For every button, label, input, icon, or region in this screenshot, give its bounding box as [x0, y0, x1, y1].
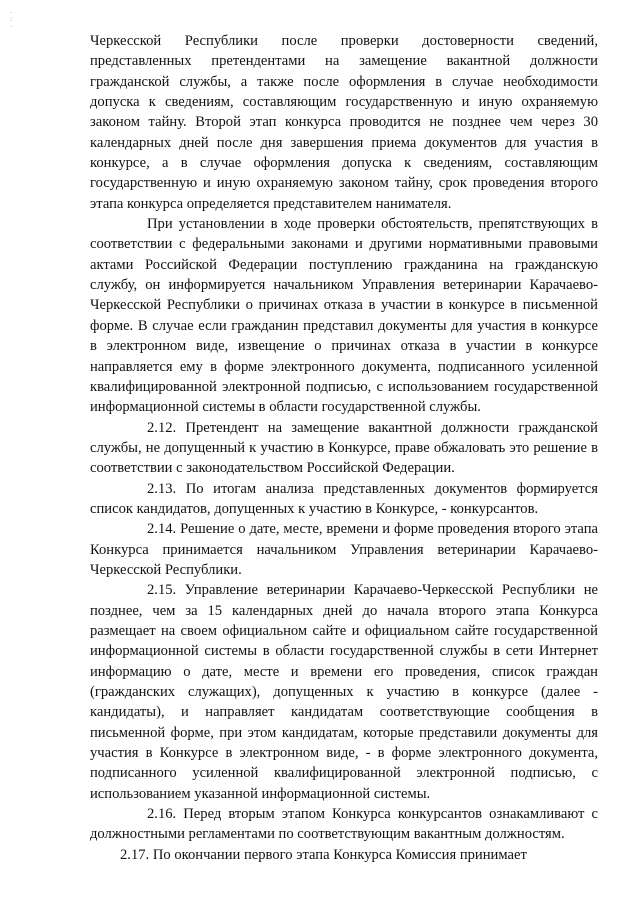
- document-text: [90, 31, 598, 865]
- paragraph-2-12: 2.12. Претендент на замещение вакантной должности гражданской службы, не допущенный к участию в Конкурсе, праве обжаловать это решение в соответствии с законодательством Российской Федерации.: [90, 419, 598, 477]
- paragraph-2-13: 2.13. По итогам анализа представленных документов формируется список кандидатов, допущенных к участию в Конкурсе, - конкурсантов.: [90, 480, 598, 517]
- paragraph-2-14: 2.14. Решение о дате, месте, времени и форме проведения второго этапа Конкурса принимается начальником Управления ветеринарии Карачаево-Черкесской Республики.: [90, 521, 598, 578]
- paragraph-2: При установлении в ходе проверки обстоятельств, препятствующих в соответствии с федеральными законами и другими нормативными правовыми актами Российской Федерации поступлению гражданина на гражданскую службу, он информируется начальником Управления ветеринарии Карачаево-Черкесской Республики о причинах отказа в участии в конкурсе в письменной форме. В случае если гражданин представил документы для участия в конкурсе в электронном виде, извещение о причинах отказа в участии в конкурсе направляется ему в форме электронного документа, подписанного усиленной квалифицированной электронной подписью, с использованием государственной информационной системы в области государственной службы.: [90, 216, 598, 416]
- paragraph-1: Черкесской Республики после проверки достоверности сведений, представленных претендентами на замещение вакантной должности гражданской службы, а также после оформления в случае необходимости допуска к сведениям, составляющим государственную и иную охраняемую законом тайну. Второй этап конкурса проводится не позднее чем через 30 календарных дней после дня завершения приема документов для участия в конкурсе, а в случае оформления допуска к сведениям, составляющим государственную и иную охраняемую законом тайну, срок проведения второго этапа конкурса определяется представителем нанимателя.: [90, 33, 598, 212]
- paragraph-2-15: 2.15. Управление ветеринарии Карачаево-Черкесской Республики не позднее, чем за 15 календарных дней до начала второго этапа Конкурса размещает на своем официальном сайте и официальном сайте государственной информационной системы в области государственной службы в сети Интернет информацию о дате, месте и времени его проведения, список граждан (гражданских служащих), допущенных к участию в конкурсе (далее - кандидаты), и направляет кандидатам соответствующие сообщения в письменной форме, при этом кандидатам, которые представили документы для участия в Конкурсе в электронном виде, - в форме электронного документа, подписанного усиленной квалифицированной электронной подписью, с использованием указанной информационной системы.: [90, 582, 598, 802]
- paragraph-2-16: 2.16. Перед вторым этапом Конкурса конкурсантов ознакамливают с должностными регламентами по соответствующим вакантным должностям.: [90, 806, 598, 843]
- paragraph-2-17: 2.17. По окончании первого этапа Конкурса Комиссия принимает: [120, 846, 527, 863]
- scan-mark-icon: · : .: [10, 9, 13, 29]
